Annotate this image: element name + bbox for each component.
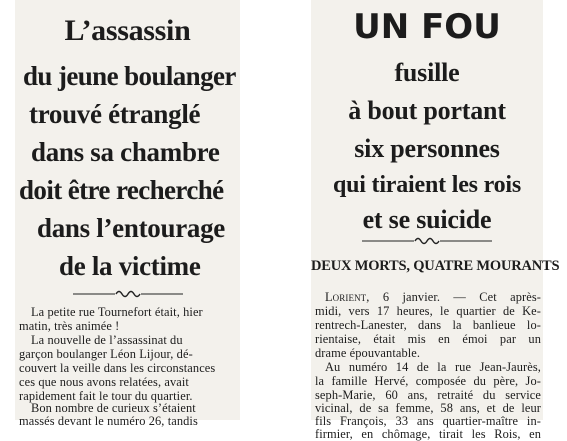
- right-headline-line-4: qui tiraient les rois: [332, 172, 522, 198]
- left-body-line-6: ces que nous avons relatées, avait: [19, 375, 189, 389]
- right-subhead: DEUX MORTS, QUATRE MOURANTS: [311, 258, 560, 274]
- right-body-line-3: rentrech-Lanester, dans la banlieue lo-: [315, 318, 541, 332]
- left-body-line-9: massés devant le numéro 26, tandis: [19, 414, 198, 428]
- right-body-line-10: fils François, 33 ans quartier-maître in-: [315, 414, 541, 428]
- left-body-line-8: Bon nombre de curieux s’étaient: [31, 401, 196, 415]
- left-article-clipping: [15, 0, 240, 428]
- left-body-line-7: rapidement fait le tour du quartier.: [19, 389, 193, 403]
- right-body-line-9: vicinal, de sa femme, 58 ans, et de leur: [315, 401, 541, 415]
- right-body-line-4: rientaise, était mis en émoi par un: [315, 332, 541, 346]
- left-ornament-divider: [15, 289, 240, 299]
- right-title: UN FOU: [353, 7, 501, 47]
- right-headline-line-2: à bout portant: [348, 96, 506, 125]
- left-headline-line-7: de la victime: [59, 251, 201, 281]
- right-dateline: Lorient: [325, 290, 367, 304]
- right-article-clipping: [311, 0, 560, 441]
- right-body-line-5: drame épouvantable.: [315, 346, 421, 360]
- right-body-line-11: firmier, en chômage, tirait les Rois, en: [315, 427, 541, 441]
- left-body-line-1: La petite rue Tournefort était, hier: [31, 305, 203, 319]
- left-body-line-5: couvert la veille dans les circonstances: [19, 361, 216, 375]
- right-body-line-1: [325, 290, 541, 304]
- right-body-line-6: Au numéro 14 de la rue Jean-Jaurès,: [325, 360, 541, 374]
- left-headline-line-3: trouvé étranglé: [29, 99, 201, 129]
- left-headline-line-4: dans sa chambre: [31, 137, 220, 167]
- right-headline-line-1: fusille: [394, 58, 460, 87]
- left-headline-line-1: L’assassin: [64, 14, 191, 47]
- left-headline-line-6: dans l’entourage: [37, 213, 225, 243]
- right-body-line-8: seph-Marie, 60 ans, retraité du service: [315, 388, 541, 402]
- right-headline-line-3: six personnes: [354, 134, 500, 163]
- left-body-line-4: garçon boulanger Léon Lijour, dé-: [19, 347, 193, 361]
- left-headline-line-2: du jeune boulanger: [23, 61, 236, 91]
- left-body-line-3: La nouvelle de l’assassinat du: [31, 333, 183, 347]
- right-headline-line-5: et se suicide: [362, 205, 492, 234]
- left-body-line-2: matin, très animée !: [19, 319, 120, 333]
- right-ornament-divider: [311, 236, 543, 246]
- right-body-line-7: la famille Hervé, composée du père, Jo-: [315, 374, 541, 388]
- right-body-line-2: midi, vers 17 heures, le quartier de Ke-: [315, 304, 541, 318]
- right-body-line-1-text: , 6 janvier. — Cet après-: [366, 290, 541, 304]
- left-headline-line-5: doit être recherché: [19, 175, 224, 205]
